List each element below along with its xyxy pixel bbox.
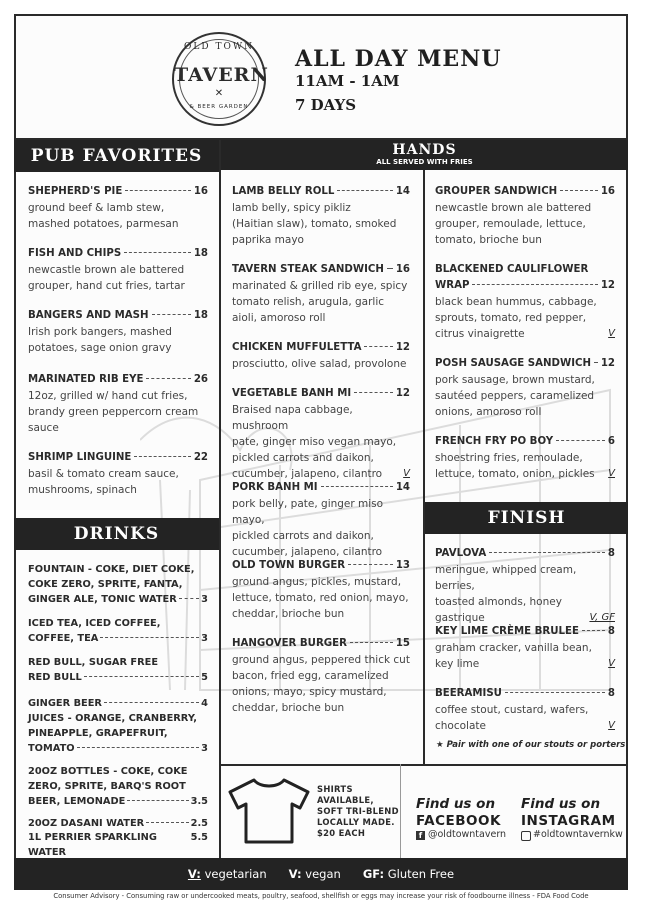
pub-favorites-title: PUB FAVORITES [30, 146, 203, 166]
instagram-handle[interactable]: #oldtowntavernkw [533, 829, 623, 840]
drink-name: COFFEE, TEA [28, 633, 99, 644]
footer-divider [219, 764, 628, 766]
consumer-advisory: Consumer Advisory - Consuming raw or undercooked meats, poultry, seafood, shellfish or eggs may increase your risk of foodbourne illness - FDA Food Code [53, 892, 589, 900]
instagram-lead: Find us on [521, 796, 601, 812]
menu-item-header [435, 624, 615, 640]
drink-name: TOMATO [28, 743, 75, 754]
menu-item [28, 372, 208, 436]
menu-item [28, 184, 208, 232]
menu-item-header [435, 686, 615, 702]
menu-item-description: chocolate [435, 720, 486, 732]
menu-item-name: KEY LIME CRÈME BRULEE [435, 626, 579, 637]
menu-item-description: cheddar, brioche bun [232, 608, 345, 620]
menu-item-description: citrus vinaigrette [435, 328, 525, 340]
menu-item-description: 12oz, grilled w/ hand cut fries, [28, 390, 188, 402]
menu-item [232, 636, 410, 716]
drink-name: 20OZ DASANI WATER [28, 818, 145, 829]
legend-gluten-free-key: GF: [362, 867, 385, 881]
leader-dots [364, 346, 392, 347]
menu-item-name: BEERAMISU [435, 688, 502, 699]
leader-dots [505, 692, 605, 693]
drink-name: GINGER BEER [28, 698, 102, 709]
leader-dots [560, 190, 598, 191]
menu-item-price: 16 [600, 186, 615, 197]
menu-item-name: GROUPER SANDWICH [435, 186, 558, 197]
menu-item-description: (Haitian slaw), tomato, smoked [232, 218, 397, 230]
menu-item-description: mashed potatoes, parmesan [28, 218, 179, 230]
legend-vegan-key: V: [288, 867, 302, 881]
menu-item-header [232, 480, 410, 496]
legend-gluten-free [363, 867, 454, 881]
menu-item-price: 8 [607, 548, 615, 559]
menu-item-description: onions, mayo, spicy mustard, [232, 686, 387, 698]
menu-item-description: newcastle brown ale battered [28, 264, 185, 276]
dietary-tag: V, GF [589, 612, 615, 623]
drink-item [28, 764, 208, 809]
menu-item-description: gastrique [435, 612, 485, 624]
menu-item-name: CHICKEN MUFFULETTA [232, 342, 362, 353]
menu-item-description: sautéed peppers, caramelized [435, 390, 595, 402]
menu-item-description: bacon, fried egg, caramelized [232, 670, 389, 682]
menu-item-description: grouper, remoulade, lettuce, [435, 218, 586, 230]
leader-dots [100, 637, 199, 638]
menu-item [232, 262, 410, 326]
hands-title: HANDS [392, 142, 457, 158]
drink-line: PINEAPPLE, GRAPEFRUIT, [28, 728, 168, 739]
menu-item-price: 15 [395, 638, 410, 649]
leader-dots [472, 284, 597, 285]
leader-dots [556, 440, 605, 441]
leader-dots [354, 392, 393, 393]
dietary-tag: V [608, 720, 615, 731]
social-divider [400, 764, 401, 858]
drink-last-line [28, 670, 208, 685]
menu-item-description: tomato relish, arugula, garlic [232, 296, 385, 308]
menu-item [435, 686, 615, 734]
leader-dots [77, 747, 200, 748]
facebook-icon: f [416, 831, 425, 840]
menu-item-name: SHEPHERD'S PIE [28, 186, 123, 197]
drink-line: JUICES - ORANGE, CRANBERRY, [28, 713, 198, 724]
menu-item-header [435, 356, 615, 372]
menu-item-header [28, 450, 208, 466]
hands-header [221, 140, 628, 170]
menu-item-name: MARINATED RIB EYE [28, 374, 144, 385]
shirts-line: SOFT TRI-BLEND [317, 806, 399, 816]
menu-item-price: 12 [600, 280, 615, 291]
menu-item [435, 356, 615, 420]
menu-item-description: mushrooms, spinach [28, 484, 137, 496]
menu-item-price: 12 [600, 358, 615, 369]
leader-dots [594, 362, 598, 363]
drinks-header [14, 518, 219, 550]
right-column-divider [423, 170, 425, 764]
menu-item-description: onions, amoroso roll [435, 406, 542, 418]
legend-vegetarian [188, 867, 267, 881]
drink-price: 3 [201, 633, 208, 644]
menu-item-description: brandy green peppercorn cream [28, 406, 199, 418]
menu-item [435, 262, 615, 342]
menu-item-price: 16 [395, 264, 410, 275]
leader-dots [348, 564, 393, 565]
drink-last-line [28, 631, 208, 646]
leader-dots [146, 378, 190, 379]
leader-dots [124, 252, 191, 253]
menu-item-name: BANGERS AND MASH [28, 310, 149, 321]
menu-item-header [28, 184, 208, 200]
instagram-name[interactable]: INSTAGRAM [521, 813, 616, 829]
drink-price: 5.5 [190, 832, 208, 843]
menu-item-header [232, 558, 410, 574]
drink-name: BEER, LEMONADE [28, 796, 126, 807]
menu-item [435, 624, 615, 672]
drink-name: RED BULL [28, 672, 82, 683]
menu-hours: 11AM - 1AM [295, 72, 400, 90]
menu-item-name-line2: WRAP [435, 280, 470, 291]
menu-item-name: OLD TOWN BURGER [232, 560, 346, 571]
tshirt-icon [226, 776, 312, 846]
menu-item-header [28, 372, 208, 388]
dietary-tag: V [608, 468, 615, 479]
menu-item-description: pate, ginger miso vegan mayo, [232, 436, 397, 448]
menu-item-price: 14 [395, 482, 410, 493]
menu-item-description: shoestring fries, remoulade, [435, 452, 583, 464]
menu-item-description: pork sausage, brown mustard, [435, 374, 595, 386]
dietary-tag: V [608, 658, 615, 669]
menu-item-header [232, 386, 410, 402]
legend-vegetarian-key: V: [187, 867, 201, 881]
legend-gluten-free-label: Gluten Free [387, 867, 455, 881]
menu-item-description: cucumber, jalapeno, cilantro [232, 546, 383, 558]
menu-item-description: coffee stout, custard, wafers, [435, 704, 589, 716]
logo-cross-mark: ✕ [214, 88, 224, 99]
menu-item-price: 18 [193, 310, 208, 321]
pub-favorites-header [14, 140, 219, 172]
drinks-title: DRINKS [73, 524, 160, 544]
menu-item-description: pork belly, pate, ginger miso mayo, [232, 498, 384, 526]
menu-item-description: key lime [435, 658, 480, 670]
drink-price: 3 [201, 743, 208, 754]
leader-dots [489, 552, 605, 553]
menu-item-price: 22 [193, 452, 208, 463]
leader-dots [321, 486, 393, 487]
leader-dots [104, 702, 199, 703]
left-column-divider [219, 138, 221, 858]
leader-dots [152, 314, 191, 315]
menu-item [435, 546, 615, 626]
menu-item-header [28, 308, 208, 324]
menu-item-description: graham cracker, vanilla bean, [435, 642, 592, 654]
menu-item-description: pickled carrots and daikon, [232, 452, 374, 464]
menu-item-name: FRENCH FRY PO BOY [435, 436, 554, 447]
drink-item [28, 816, 208, 831]
menu-item [232, 480, 410, 560]
menu-item-description: tomato, brioche bun [435, 234, 542, 246]
drink-last-line [28, 816, 208, 831]
drink-price: 3.5 [190, 796, 208, 807]
menu-item-description: paprika mayo [232, 234, 304, 246]
hands-subtitle: ALL SERVED WITH FRIES [376, 158, 473, 166]
menu-item [232, 184, 410, 248]
menu-item [28, 246, 208, 294]
facebook-handle[interactable]: @oldtowntavern [428, 829, 507, 840]
menu-item-description: ground beef & lamb stew, [28, 202, 165, 214]
leader-dots [387, 268, 393, 269]
drink-last-line [28, 741, 208, 756]
menu-item-description: lettuce, tomato, onion, pickles [435, 468, 595, 480]
leader-dots [179, 598, 199, 599]
menu-item-name: TAVERN STEAK SANDWICH [232, 264, 384, 275]
menu-title: ALL DAY MENU [295, 46, 502, 72]
menu-item-name: POSH SAUSAGE SANDWICH [435, 358, 592, 369]
menu-item-description: potatoes, sage onion gravy [28, 342, 172, 354]
drink-line: ICED TEA, ICED COFFEE, [28, 618, 161, 629]
drink-last-line [28, 794, 208, 809]
drink-line: RED BULL, SUGAR FREE [28, 657, 159, 668]
drink-line: COKE ZERO, SPRITE, FANTA, [28, 579, 183, 590]
menu-item-name-line1: BLACKENED CAULIFLOWER [435, 264, 589, 275]
logo-main-text: TAVERN [174, 64, 269, 86]
menu-item [232, 558, 410, 622]
menu-item-description: ground angus, pickles, mustard, [232, 576, 402, 588]
menu-item-description: aioli, amoroso roll [232, 312, 326, 324]
leader-dots [350, 642, 393, 643]
leader-dots [134, 456, 190, 457]
drink-item [28, 696, 208, 711]
drink-line: 20OZ BOTTLES - COKE, COKE [28, 766, 188, 777]
menu-item-description: black bean hummus, cabbage, [435, 296, 597, 308]
drink-last-line [28, 592, 208, 607]
leader-dots [146, 822, 188, 823]
leader-dots [84, 676, 199, 677]
drink-line: ZERO, SPRITE, BARQ'S ROOT [28, 781, 186, 792]
leader-dots [125, 190, 191, 191]
instagram-icon [521, 831, 531, 841]
menu-item-header [232, 262, 410, 278]
menu-item-description: lamb belly, spicy pikliz [232, 202, 351, 214]
menu-item-description: basil & tomato cream sauce, [28, 468, 179, 480]
shirts-info [317, 784, 399, 839]
menu-item-description: Braised napa cabbage, mushroom [232, 404, 353, 432]
menu-item [28, 308, 208, 356]
menu-item-header [435, 184, 615, 200]
menu-item-description: newcastle brown ale battered [435, 202, 592, 214]
menu-item-name: PAVLOVA [435, 548, 487, 559]
drink-line: FOUNTAIN - COKE, DIET COKE, [28, 564, 195, 575]
drink-price: 3 [201, 594, 208, 605]
logo-top-text: OLD TOWN [184, 42, 254, 52]
diet-legend [14, 858, 628, 890]
menu-item-description: sprouts, tomato, red pepper, [435, 312, 587, 324]
shirts-line: $20 EACH [317, 828, 366, 838]
legend-vegetarian-label: vegetarian [204, 867, 267, 881]
menu-item-price: 8 [607, 626, 615, 637]
menu-item-name: HANGOVER BURGER [232, 638, 347, 649]
menu-item [232, 340, 410, 372]
drink-name: GINGER ALE, TONIC WATER [28, 594, 177, 605]
drink-price: 2.5 [190, 818, 208, 829]
drink-last-line [28, 830, 208, 860]
menu-item-header [232, 340, 410, 356]
shirts-line: AVAILABLE, [317, 795, 374, 805]
legend-vegan [289, 867, 341, 881]
menu-item-header [232, 184, 410, 200]
drink-price: 4 [201, 698, 208, 709]
menu-item-header [435, 546, 615, 562]
menu-item-description: marinated & grilled rib eye, spicy [232, 280, 408, 292]
drink-item [28, 655, 208, 685]
menu-item-description: prosciutto, olive salad, provolone [232, 358, 407, 370]
menu-item-description: pickled carrots and daikon, [232, 530, 374, 542]
leader-dots [582, 630, 605, 631]
menu-item-description: grouper, hand cut fries, tartar [28, 280, 185, 292]
drink-item [28, 711, 208, 756]
drink-name: 1L PERRIER SPARKLING WATER [28, 832, 157, 858]
menu-item-header [435, 434, 615, 450]
leader-dots [127, 800, 188, 801]
menu-item-price: 8 [607, 688, 615, 699]
finish-header [425, 502, 628, 534]
menu-item-price: 13 [395, 560, 410, 571]
pairing-note: ★ Pair with one of our stouts or porters [436, 740, 626, 750]
menu-item-description: cheddar, brioche bun [232, 702, 345, 714]
menu-item [435, 434, 615, 482]
menu-item-price: 12 [395, 342, 410, 353]
menu-item-name: PORK BANH MI [232, 482, 318, 493]
facebook-name[interactable]: FACEBOOK [416, 813, 501, 829]
menu-item-description: ground angus, peppered thick cut [232, 654, 410, 666]
menu-item-price: 12 [395, 388, 410, 399]
menu-days: 7 DAYS [295, 96, 357, 114]
menu-item-header [232, 636, 410, 652]
menu-item-description: toasted almonds, honey [435, 596, 562, 608]
menu-item-description: cucumber, jalapeno, cilantro [232, 468, 383, 480]
drink-item [28, 616, 208, 646]
menu-item [435, 184, 615, 248]
menu-item-description: lettuce, tomato, red onion, mayo, [232, 592, 409, 604]
menu-item [232, 386, 410, 482]
menu-item-name: SHRIMP LINGUINE [28, 452, 132, 463]
leader-dots [337, 190, 392, 191]
menu-item-header [28, 246, 208, 262]
menu-item-description: sauce [28, 422, 59, 434]
facebook-lead: Find us on [416, 796, 496, 812]
menu-item-header [435, 278, 615, 294]
menu-item-name: FISH AND CHIPS [28, 248, 122, 259]
drink-item [28, 562, 208, 607]
dietary-tag: V [403, 468, 410, 479]
menu-item-name: VEGETABLE BANH MI [232, 388, 352, 399]
tavern-logo [172, 32, 269, 126]
shirts-line: LOCALLY MADE. [317, 817, 395, 827]
shirts-line: SHIRTS [317, 784, 353, 794]
menu-item-price: 14 [395, 186, 410, 197]
menu-item [28, 450, 208, 498]
menu-item-name: LAMB BELLY ROLL [232, 186, 335, 197]
menu-item-price: 18 [193, 248, 208, 259]
logo-bottom-text: & BEER GARDEN [189, 104, 249, 110]
drink-item [28, 830, 208, 860]
menu-item-description: Irish pork bangers, mashed [28, 326, 172, 338]
drink-last-line [28, 696, 208, 711]
menu-item-price: 16 [193, 186, 208, 197]
menu-item-price: 6 [607, 436, 615, 447]
menu-item-price: 26 [193, 374, 208, 385]
finish-title: FINISH [487, 508, 566, 528]
menu-item-description: meringue, whipped cream, berries, [435, 564, 577, 592]
drink-price: 5 [201, 672, 208, 683]
dietary-tag: V [608, 328, 615, 339]
legend-vegan-label: vegan [305, 867, 341, 881]
